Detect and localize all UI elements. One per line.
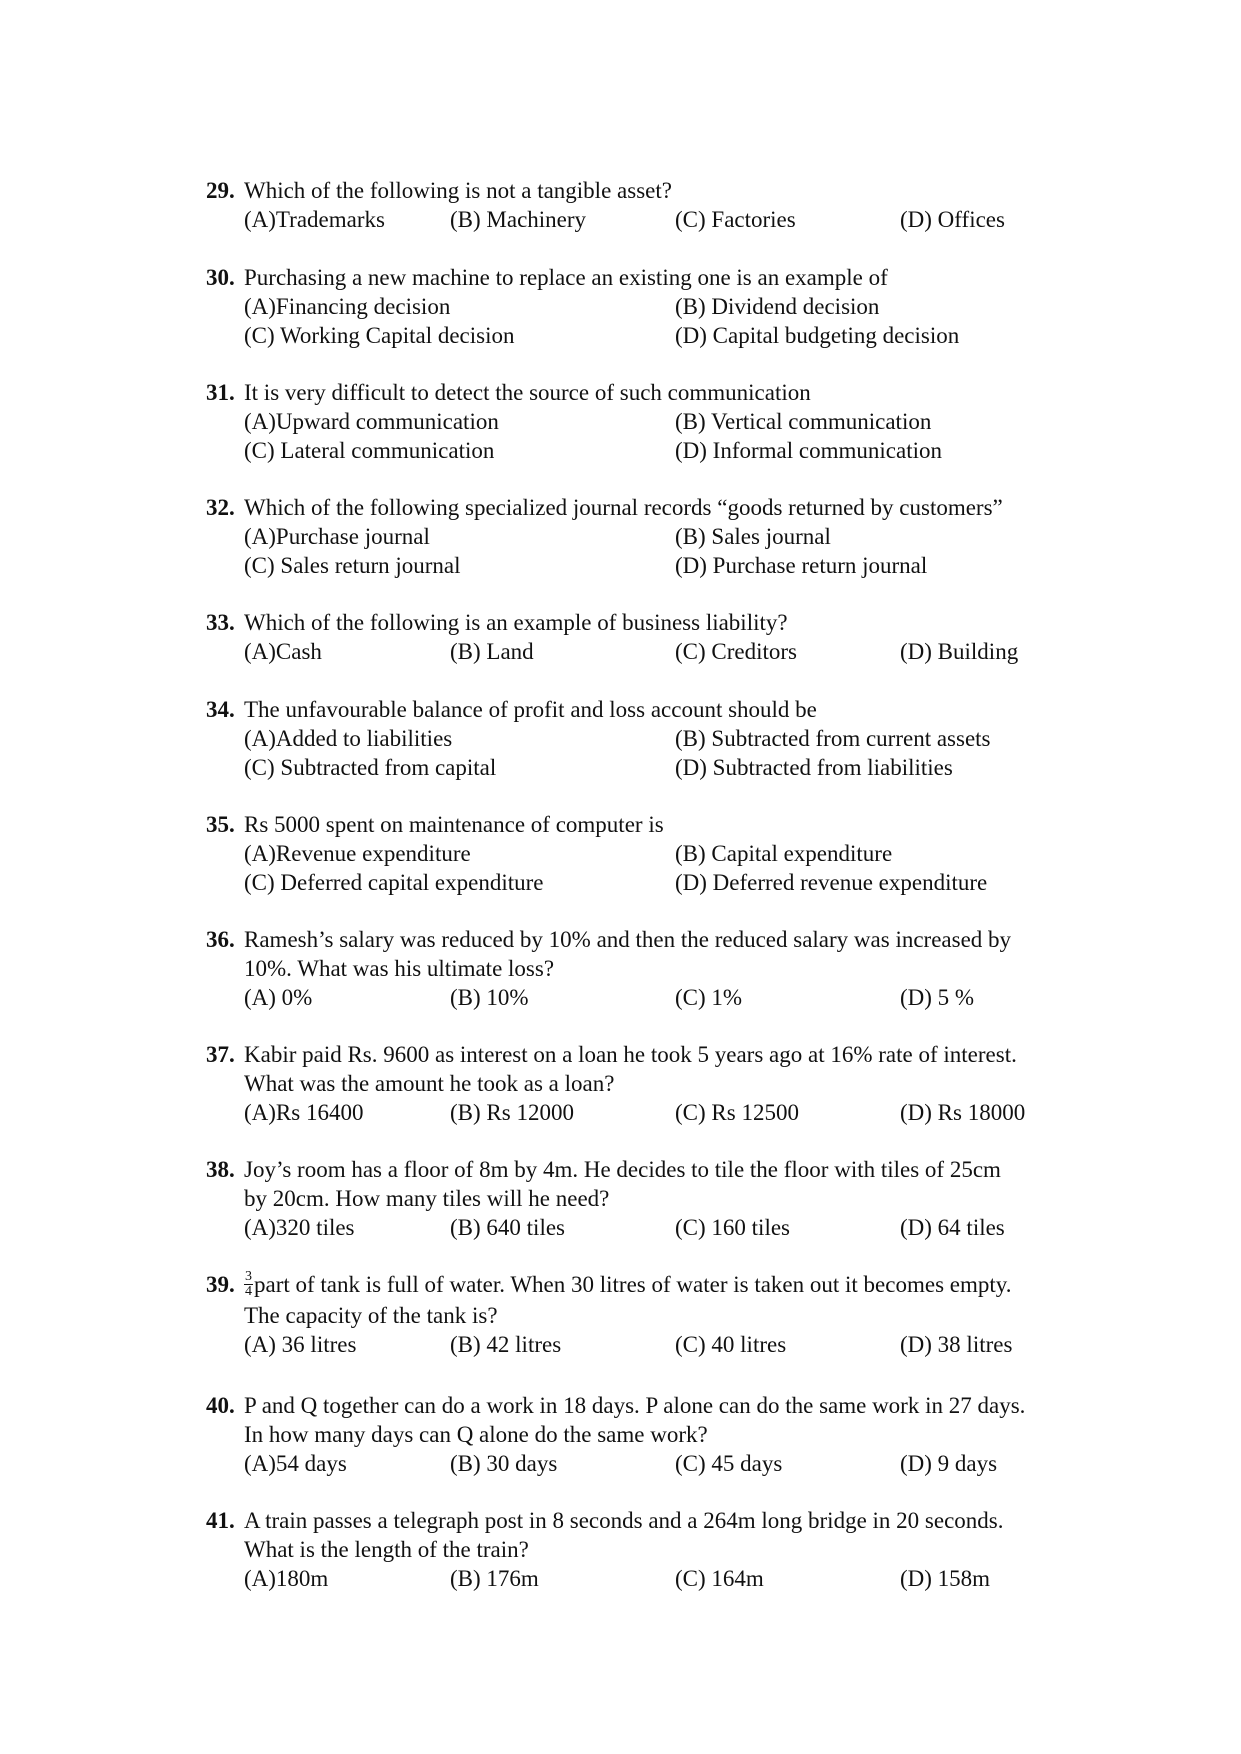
option-b[interactable]: (B) 10% — [450, 985, 529, 1010]
option-b[interactable]: (B) 176m — [450, 1566, 539, 1591]
question-stem — [206, 608, 1096, 637]
question-text: The unfavourable balance of profit and loss account should be — [244, 697, 817, 722]
fraction-denominator: 4 — [245, 1284, 252, 1300]
option-c[interactable]: (C) 40 litres — [675, 1332, 787, 1358]
question-text: P and Q together can do a work in 18 days. P alone can do the same work in 27 days. — [244, 1393, 1026, 1418]
question-text-continued: In how many days can Q alone do the same work? — [244, 1422, 708, 1447]
question-text-continued: 10%. What was his ultimate loss? — [244, 956, 555, 981]
options — [244, 1420, 1096, 1478]
options — [244, 522, 1096, 580]
question-number: 36. — [206, 927, 235, 952]
option-a[interactable]: (A)Purchase journal — [244, 524, 430, 549]
options — [244, 1069, 1096, 1127]
option-d[interactable]: (D) 158m — [900, 1566, 991, 1591]
option-d[interactable]: (D) Capital budgeting decision — [675, 323, 960, 348]
option-a[interactable]: (A)Upward communication — [244, 409, 499, 434]
option-c[interactable]: (C) Rs 12500 — [675, 1100, 799, 1125]
question-39 — [206, 1270, 1096, 1359]
option-d[interactable]: (D) Informal communication — [675, 438, 942, 463]
question-text: Which of the following specialized journal records “goods returned by customers” — [244, 495, 1003, 520]
option-a[interactable]: (A) 36 litres — [244, 1332, 357, 1358]
option-d[interactable]: (D) 9 days — [900, 1451, 998, 1476]
question-text-with-fraction — [244, 1270, 1096, 1301]
question-text-continued: What was the amount he took as a loan? — [244, 1071, 615, 1096]
options — [244, 637, 1096, 666]
option-d[interactable]: (D) 64 tiles — [900, 1215, 1005, 1240]
fraction-numerator: 3 — [245, 1269, 252, 1285]
option-b[interactable]: (B) Subtracted from current assets — [675, 726, 991, 751]
options — [244, 205, 1096, 234]
question-31 — [206, 378, 1096, 465]
options — [244, 407, 1096, 465]
option-d[interactable]: (D) Offices — [900, 207, 1005, 232]
option-c[interactable]: (C) Working Capital decision — [244, 323, 515, 348]
question-text: It is very difficult to detect the source of such communication — [244, 380, 811, 405]
question-text-continued: What is the length of the train? — [244, 1537, 529, 1562]
option-a[interactable]: (A)Cash — [244, 639, 322, 664]
question-text: Joy’s room has a floor of 8m by 4m. He decides to tile the floor with tiles of 25cm — [244, 1157, 1001, 1182]
option-c[interactable]: (C) 164m — [675, 1566, 764, 1591]
question-stem — [206, 378, 1096, 407]
question-text: part of tank is full of water. When 30 litres of water is taken out it becomes empty. — [254, 1272, 1012, 1297]
question-35 — [206, 810, 1096, 897]
option-a[interactable]: (A)180m — [244, 1566, 329, 1591]
option-b[interactable]: (B) Rs 12000 — [450, 1100, 574, 1125]
question-number: 41. — [206, 1508, 235, 1533]
question-number: 40. — [206, 1393, 235, 1418]
question-32 — [206, 493, 1096, 580]
option-a[interactable]: (A)Rs 16400 — [244, 1100, 364, 1125]
question-38 — [206, 1155, 1096, 1242]
question-number: 39. — [206, 1272, 235, 1297]
question-stem — [206, 1391, 1096, 1420]
option-a[interactable]: (A)Financing decision — [244, 294, 451, 319]
option-d[interactable]: (D) Purchase return journal — [675, 553, 928, 578]
option-c[interactable]: (C) Factories — [675, 207, 796, 232]
question-text: Which of the following is not a tangible asset? — [244, 178, 672, 203]
option-a[interactable]: (A)Trademarks — [244, 207, 385, 232]
question-stem — [206, 1155, 1096, 1184]
option-b[interactable]: (B) 640 tiles — [450, 1215, 565, 1240]
question-text: Ramesh’s salary was reduced by 10% and then the reduced salary was increased by — [244, 927, 1012, 952]
option-d[interactable]: (D) Rs 18000 — [900, 1100, 1026, 1125]
option-b[interactable]: (B) Dividend decision — [675, 294, 880, 319]
option-c[interactable]: (C) Subtracted from capital — [244, 755, 497, 780]
options — [244, 1535, 1096, 1593]
question-41 — [206, 1506, 1096, 1593]
option-c[interactable]: (C) Creditors — [675, 639, 798, 664]
question-number: 30. — [206, 265, 235, 290]
question-stem — [206, 1040, 1096, 1069]
option-b[interactable]: (B) Vertical communication — [675, 409, 932, 434]
option-b[interactable]: (B) Machinery — [450, 207, 587, 232]
option-b[interactable]: (B) Sales journal — [675, 524, 831, 549]
option-c[interactable]: (C) 160 tiles — [675, 1215, 790, 1240]
question-number: 31. — [206, 380, 235, 405]
question-text: Kabir paid Rs. 9600 as interest on a loan he took 5 years ago at 16% rate of interest. — [244, 1042, 1017, 1067]
question-number: 35. — [206, 812, 235, 837]
question-stem — [206, 810, 1096, 839]
options — [244, 292, 1096, 350]
question-37 — [206, 1040, 1096, 1127]
option-d[interactable]: (D) 5 % — [900, 985, 975, 1010]
question-stem — [206, 176, 1096, 205]
question-30 — [206, 263, 1096, 350]
question-number: 29. — [206, 178, 235, 203]
options — [244, 1301, 1096, 1359]
question-stem — [206, 1506, 1096, 1535]
options — [244, 724, 1096, 782]
question-number: 37. — [206, 1042, 235, 1067]
option-b[interactable]: (B) Capital expenditure — [675, 841, 893, 866]
question-text-continued: by 20cm. How many tiles will he need? — [244, 1186, 610, 1211]
option-c[interactable]: (C) 1% — [675, 985, 743, 1010]
question-number: 33. — [206, 610, 235, 635]
question-stem — [206, 695, 1096, 724]
question-stem — [206, 493, 1096, 522]
question-36 — [206, 925, 1096, 1012]
option-b[interactable]: (B) Land — [450, 639, 534, 664]
option-c[interactable]: (C) Lateral communication — [244, 438, 495, 463]
question-29 — [206, 176, 1096, 234]
option-c[interactable]: (C) 45 days — [675, 1451, 783, 1476]
question-text: Rs 5000 spent on maintenance of computer is — [244, 812, 664, 837]
options — [244, 1184, 1096, 1242]
option-b[interactable]: (B) 42 litres — [450, 1332, 562, 1358]
option-d[interactable]: (D) 38 litres — [900, 1332, 1013, 1358]
fraction — [244, 1270, 253, 1299]
option-a[interactable]: (A)Revenue expenditure — [244, 841, 471, 866]
question-number: 38. — [206, 1157, 235, 1182]
option-c[interactable]: (C) Deferred capital expenditure — [244, 870, 544, 895]
question-number: 32. — [206, 495, 235, 520]
question-stem — [206, 263, 1096, 292]
option-d[interactable]: (D) Building — [900, 639, 1019, 664]
option-a[interactable]: (A)320 tiles — [244, 1215, 355, 1240]
question-number: 34. — [206, 697, 235, 722]
question-stem — [206, 925, 1096, 954]
question-text-continued: The capacity of the tank is? — [244, 1303, 498, 1329]
option-d[interactable]: (D) Deferred revenue expenditure — [675, 870, 988, 895]
options — [244, 954, 1096, 1012]
option-d[interactable]: (D) Subtracted from liabilities — [675, 755, 953, 780]
option-a[interactable]: (A)54 days — [244, 1451, 347, 1476]
question-40 — [206, 1391, 1096, 1478]
options — [244, 839, 1096, 897]
question-text: A train passes a telegraph post in 8 seconds and a 264m long bridge in 20 seconds. — [244, 1508, 1004, 1533]
option-b[interactable]: (B) 30 days — [450, 1451, 558, 1476]
question-text: Purchasing a new machine to replace an existing one is an example of — [244, 265, 888, 290]
question-stem — [206, 1270, 1096, 1301]
question-text: Which of the following is an example of business liability? — [244, 610, 788, 635]
question-33 — [206, 608, 1096, 666]
option-a[interactable]: (A) 0% — [244, 985, 313, 1010]
option-a[interactable]: (A)Added to liabilities — [244, 726, 453, 751]
question-34 — [206, 695, 1096, 782]
option-c[interactable]: (C) Sales return journal — [244, 553, 461, 578]
